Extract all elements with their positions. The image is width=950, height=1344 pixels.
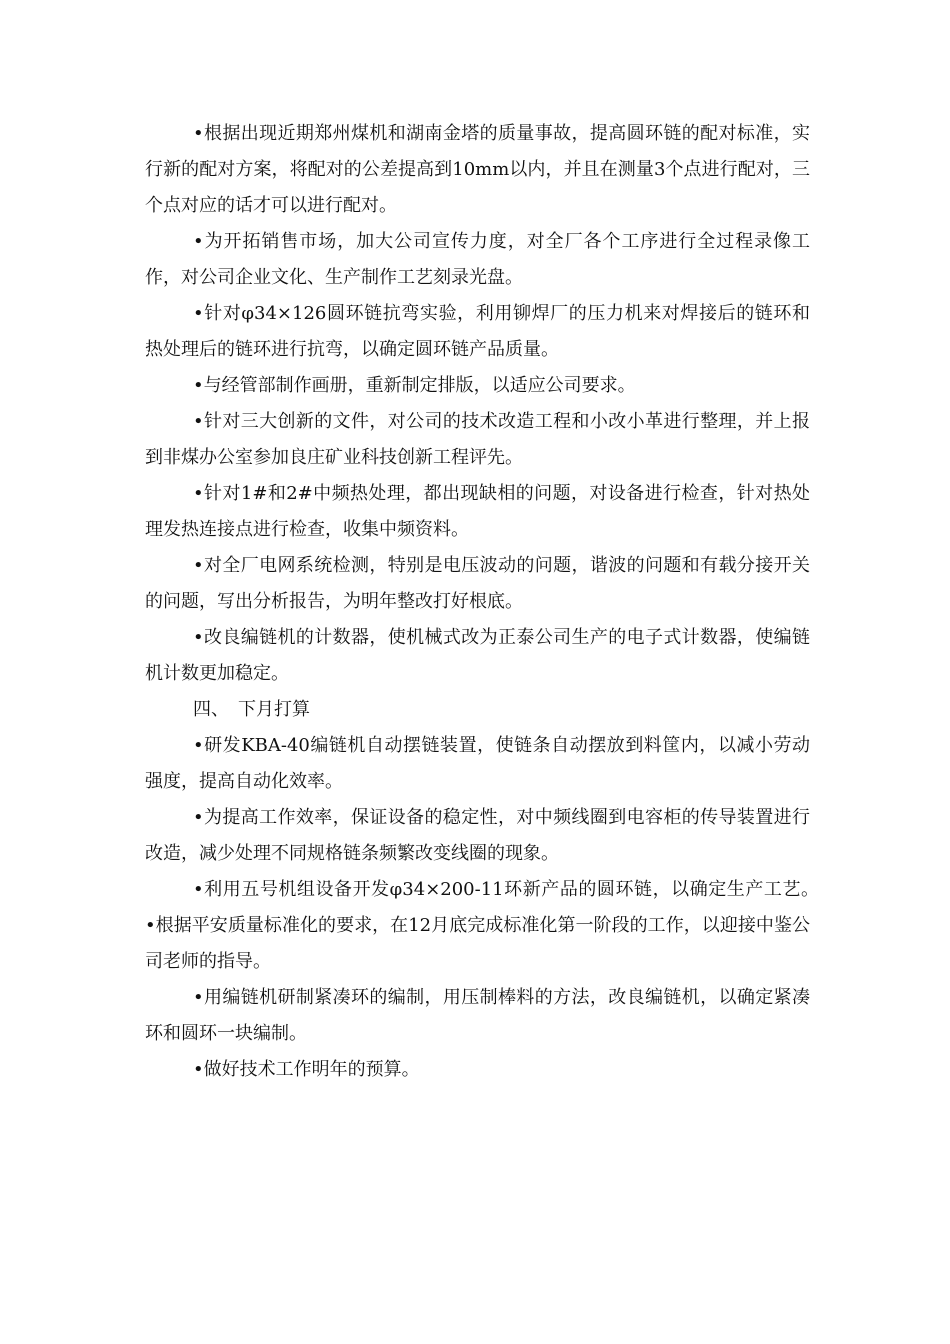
paragraph-budget: •做好技术工作明年的预算。: [193, 1059, 420, 1080]
paragraph-compact-ring: •用编链机研制紧凑环的编制，用压制棒料的方法，改良编链机，以确定紧凑环和圆环一块编制。: [145, 987, 810, 1044]
paragraph-innovation-files: •针对三大创新的文件，对公司的技术改造工程和小改小革进行整理，并上报到非煤办公室参加良庄矿业科技创新工程评先。: [145, 411, 810, 468]
paragraph-power-grid: •对全厂电网系统检测，特别是电压波动的问题，谐波的问题和有载分接开关的问题，写出分析报告，为明年整改打好根底。: [145, 555, 810, 612]
paragraph-sales-promotion: •为开拓销售市场，加大公司宣传力度，对全厂各个工序进行全过程录像工作，对公司企业文化、生产制作工艺刻录光盘。: [145, 231, 810, 288]
document-body: [145, 116, 828, 1088]
paragraph-heat-treatment: •针对1#和2#中频热处理，都出现缺相的问题，对设备进行检查，针对热处理发热连接点进行检查，收集中频资料。: [145, 483, 810, 540]
paragraph-new-product-standardization: •利用五号机组设备开发φ34×200-11环新产品的圆环链，以确定生产工艺。 •根据平安质量标准化的要求，在12月底完成标准化第一阶段的工作，以迎接中鉴公司老师的指导。: [145, 879, 828, 972]
section-heading-next-month: 四、 下月打算: [193, 699, 310, 720]
paragraph-counter-upgrade: •改良编链机的计数器，使机械式改为正泰公司生产的电子式计数器，使编链机计数更加稳定。: [145, 627, 810, 684]
paragraph-quality-matching: •根据出现近期郑州煤机和湖南金塔的质量事故，提高圆环链的配对标准，实行新的配对方案，将配对的公差提高到10mm以内，并且在测量3个点进行配对，三个点对应的话才可以进行配对。: [145, 123, 810, 216]
paragraph-bending-test: •针对φ34×126圆环链抗弯实验，利用铆焊厂的压力机来对焊接后的链环和热处理后的链环进行抗弯，以确定圆环链产品质量。: [145, 303, 810, 360]
paragraph-coil-modification: •为提高工作效率，保证设备的稳定性，对中频线圈到电容柜的传导装置进行改造，减少处理不同规格链条频繁改变线圈的现象。: [145, 807, 810, 864]
paragraph-auto-chain-device: •研发KBA-40编链机自动摆链装置，使链条自动摆放到料筐内，以减小劳动强度，提高自动化效率。: [145, 735, 810, 792]
paragraph-brochure: •与经管部制作画册，重新制定排版，以适应公司要求。: [193, 375, 636, 396]
